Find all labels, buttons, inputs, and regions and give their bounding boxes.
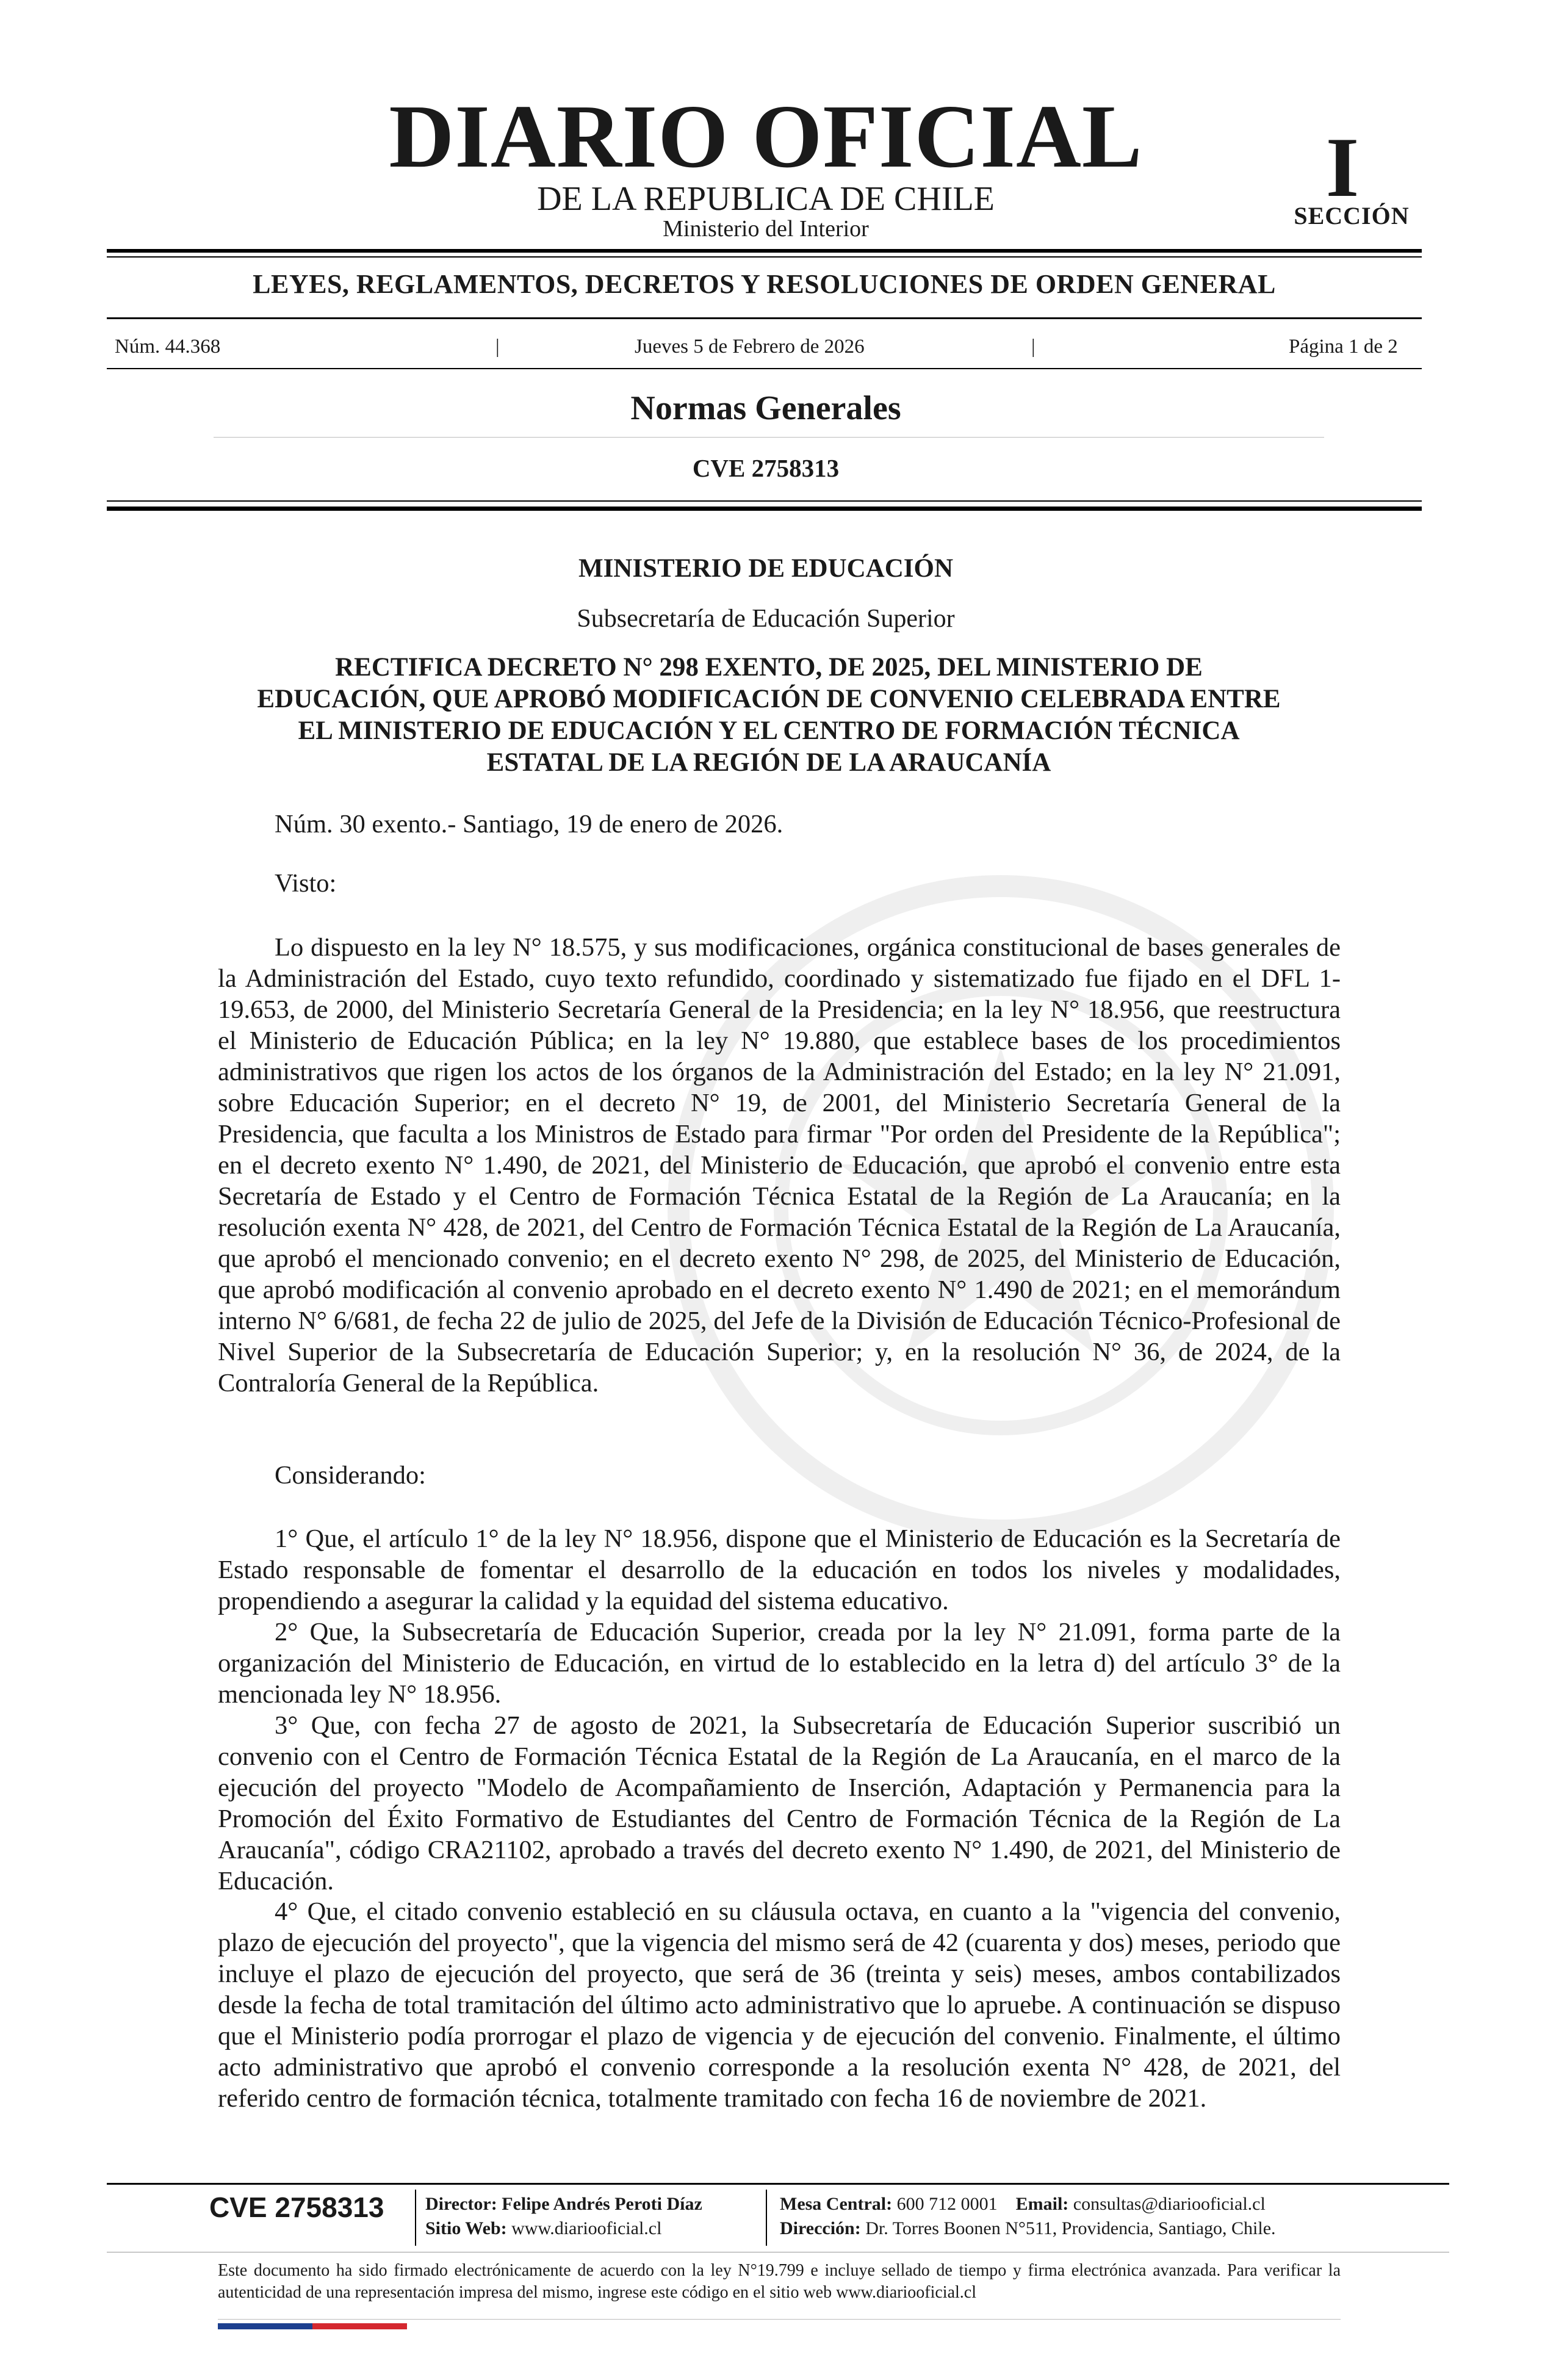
footer-rule-thin	[218, 2319, 1341, 2320]
section-label: SECCIÓN	[1294, 202, 1410, 229]
info-separator: |	[495, 336, 500, 358]
info-rule	[107, 368, 1422, 369]
flag-stripe-red	[312, 2323, 407, 2329]
address-value: Dr. Torres Boonen N°511, Providencia, Santiago, Chile.	[865, 2218, 1276, 2238]
normas-rule	[214, 437, 1324, 438]
legal-notice: Este documento ha sido firmado electrónicamente de acuerdo con la ley N°19.799 e incluye sellado de tiempo y firma electrónica avanzada. Para verificar la autenticidad de una representación impresa del mismo, ingrese este código en el sitio web www.diariooficial.cl	[218, 2261, 1341, 2302]
decree-number-line: Núm. 30 exento.- Santiago, 19 de enero de 2026.	[275, 810, 783, 838]
mesa-label: Mesa Central:	[780, 2194, 893, 2214]
header-rule-thick	[107, 507, 1422, 511]
footer-director	[425, 2192, 702, 2216]
ministry-heading: MINISTERIO DE EDUCACIÓN	[578, 554, 954, 583]
considerando-item: 1° Que, el artículo 1° de la ley N° 18.956, dispone que el Ministerio de Educación es la Secretaría de Estado responsable de fomentar el desarrollo de la educación en todos los niveles y modalidades, propendiendo a asegurar la calidad y la equidad del sistema educativo.	[218, 1524, 1341, 1615]
director-label: Director:	[425, 2194, 497, 2214]
visto-paragraph: Lo dispuesto en la ley N° 18.575, y sus modificaciones, orgánica constitucional de bases generales de la Administración del Estado, cuyo texto refundido, coordinado y sistematizado fue fijado en el DFL 1-19.653, de 2000, del Ministerio Secretaría General de la Presidencia; en la ley N° 18.956, que reestructura el Ministerio de Educación Pública; en la ley N° 19.880, que establece bases de los procedimientos administrativos que rigen los actos de los órganos de la Administración del Estado; en la ley N° 21.091, sobre Educación Superior; en el decreto N° 19, de 2001, del Ministerio Secretaría General de la Presidencia, que faculta a los Ministros de Estado para firmar "Por orden del Presidente de la República"; en el decreto exento N° 1.490, de 2021, del Ministerio de Educación, que aprobó el convenio entre esta Secretaría de Estado y el Centro de Formación Técnica Estatal de la Región de La Araucanía; en la resolución exenta N° 428, de 2021, del Centro de Formación Técnica Estatal de la Región de La Araucanía, que aprobó el mencionado convenio; en el decreto exento N° 298, de 2025, del Ministerio de Educación, que aprobó modificación al convenio aprobado en el decreto exento N° 1.490 de 2021; en el memorándum interno N° 6/681, de fecha 22 de julio de 2025, del Jefe de la División de Educación Técnico-Profesional de Nivel Superior de la Subsecretaría de Educación Superior; y, en la resolución N° 36, de 2024, de la Contraloría General de la República.	[218, 933, 1341, 1397]
masthead-subtitle: DE LA REPUBLICA DE CHILE	[537, 180, 995, 218]
section-number: I	[1325, 120, 1360, 215]
mesa-value: 600 712 0001	[896, 2194, 998, 2214]
section-banner: LEYES, REGLAMENTOS, DECRETOS Y RESOLUCIONES DE ORDEN GENERAL	[253, 269, 1276, 299]
footer-website	[425, 2216, 661, 2241]
email-label: Email:	[1015, 2194, 1069, 2214]
footer-cve-code: CVE 2758313	[209, 2191, 384, 2223]
header-rule-thin	[107, 500, 1422, 502]
info-separator: |	[1031, 336, 1036, 358]
website-link[interactable]: www.diariooficial.cl	[511, 2218, 662, 2238]
footer-divider	[766, 2190, 767, 2246]
subsecretaria-heading: Subsecretaría de Educación Superior	[577, 605, 955, 633]
director-value: Felipe Andrés Peroti Díaz	[502, 2194, 702, 2214]
footer-address	[780, 2216, 1276, 2241]
considerando-label: Considerando:	[275, 1461, 426, 1490]
issue-date: Jueves 5 de Febrero de 2026	[635, 336, 865, 358]
page-indicator: Página 1 de 2	[1289, 336, 1398, 358]
footer-rule	[107, 2183, 1449, 2185]
website-label: Sitio Web:	[425, 2218, 507, 2238]
masthead-rule-thick	[107, 249, 1422, 253]
masthead-ministry: Ministerio del Interior	[663, 216, 869, 242]
flag-stripe-blue	[218, 2323, 312, 2329]
considerando-item: 2° Que, la Subsecretaría de Educación Superior, creada por la ley N° 21.091, forma parte de la organización del Ministerio de Educación, en virtud de lo establecido en la letra d) del artículo 3° de la mencionada ley N° 18.956.	[218, 1618, 1341, 1709]
considerando-item: 3° Que, con fecha 27 de agosto de 2021, la Subsecretaría de Educación Superior suscribió un convenio con el Centro de Formación Técnica Estatal de la Región de La Araucanía, en el marco de la ejecución del proyecto "Modelo de Acompañamiento de Inserción, Adaptación y Permanencia para la Promoción del Éxito Formativo de Estudiantes del Centro de Formación Técnica de la Región de La Araucanía", código CRA21102, aprobado a través del decreto exento N° 1.490, de 2021, del Ministerio de Educación.	[218, 1711, 1341, 1895]
visto-label: Visto:	[275, 869, 337, 898]
decree-title: RECTIFICA DECRETO N° 298 EXENTO, DE 2025, DEL MINISTERIO DE EDUCACIÓN, QUE APROBÓ MODIFICACIÓN DE CONVENIO CELEBRADA ENTRE EL MINISTERIO DE EDUCACIÓN Y EL CENTRO DE FORMACIÓN TÉCNICA ESTATAL DE LA REGIÓN DE LA ARAUCANÍA	[257, 653, 1281, 777]
normas-heading: Normas Generales	[630, 389, 901, 427]
masthead-title: DIARIO OFICIAL	[389, 87, 1143, 187]
footer-divider	[415, 2190, 416, 2246]
considerando-item: 4° Que, el citado convenio estableció en su cláusula octava, en cuanto a la "vigencia del convenio, plazo de ejecución del proyecto", que la vigencia del mismo será de 42 (cuarenta y dos) meses, periodo que incluye el plazo de ejecución del proyecto, que será de 36 (treinta y seis) meses, ambos contabilizados desde la fecha de total tramitación del último acto administrativo que lo apruebe. A continuación se dispuso que el Ministerio podía prorrogar el plazo de vigencia y de ejecución del convenio. Finalmente, el último acto administrativo que aprobó el convenio corresponde a la resolución exenta N° 428, de 2021, del referido centro de formación técnica, totalmente tramitado con fecha 16 de noviembre de 2021.	[218, 1897, 1341, 2113]
cve-code: CVE 2758313	[692, 454, 840, 482]
banner-rule	[107, 317, 1422, 319]
issue-number: Núm. 44.368	[115, 336, 221, 358]
email-link[interactable]: consultas@diariooficial.cl	[1073, 2194, 1266, 2214]
address-label: Dirección:	[780, 2218, 861, 2238]
footer-contact	[780, 2192, 1266, 2216]
masthead-rule-thin	[107, 256, 1422, 258]
